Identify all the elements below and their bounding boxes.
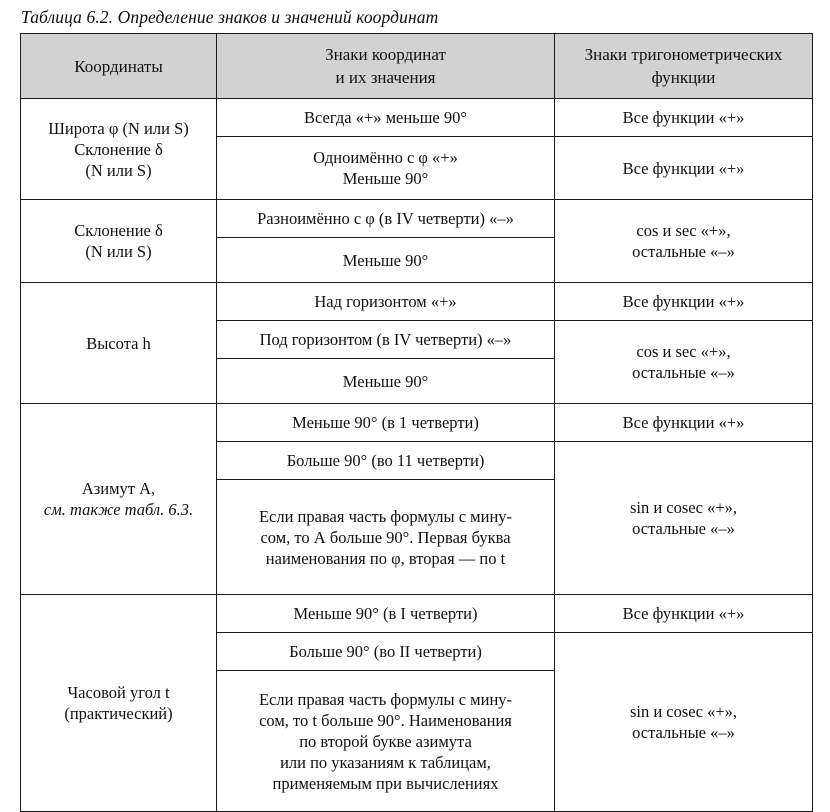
sign-line: Меньше 90° — [342, 250, 429, 270]
header-trig-signs — [555, 34, 813, 99]
func-line: Все функции «+» — [622, 604, 745, 623]
func-line: cos и sec «+», — [636, 342, 731, 361]
group-label-line: Часовой угол t — [67, 683, 170, 702]
table-caption: Таблица 6.2. Определение знаков и значений координат — [21, 7, 439, 27]
sign-line: Меньше 90° — [342, 169, 429, 188]
header-trig-signs-line2: функции — [651, 68, 716, 87]
group-label-line: Склонение δ — [74, 139, 163, 159]
func-line: Все функции «+» — [622, 108, 745, 127]
header-coordinates-line1: Координаты — [74, 56, 163, 76]
group-label-declination — [21, 200, 217, 283]
sign-cell — [217, 404, 555, 442]
sign-line: Больше 90° (во II четверти) — [289, 642, 482, 661]
table-row — [21, 404, 813, 442]
func-line: Все функции «+» — [622, 292, 745, 311]
sign-cell-paragraph — [217, 480, 555, 595]
group-label-line: Высота h — [86, 333, 151, 353]
func-cell — [555, 321, 813, 404]
func-cell — [555, 200, 813, 283]
func-cell — [555, 595, 813, 633]
group-label-line: Азимут А, — [81, 479, 156, 498]
func-line: Все функции «+» — [622, 158, 745, 178]
table-row — [21, 595, 813, 633]
group-label-line: Склонение δ — [74, 221, 163, 240]
sign-cell — [217, 595, 555, 633]
sign-cell — [217, 200, 555, 238]
sign-line: Если правая часть формулы с мину- — [258, 689, 513, 709]
func-cell — [555, 404, 813, 442]
sign-cell — [217, 283, 555, 321]
group-label-latitude-declination — [21, 99, 217, 200]
sign-cell — [217, 442, 555, 480]
group-label-line: (практический) — [64, 704, 173, 723]
func-cell — [555, 137, 813, 200]
sign-cell — [217, 359, 555, 404]
sign-cell — [217, 321, 555, 359]
sign-line: Меньше 90° — [342, 371, 429, 391]
sign-line: Больше 90° (во 11 четверти) — [286, 451, 485, 470]
header-row — [21, 34, 813, 99]
group-label-line: Широта φ (N или S) — [48, 118, 189, 138]
sign-line: сом, то А больше 90°. Первая буква — [260, 527, 511, 547]
sign-line: Если правая часть формулы с мину- — [258, 506, 513, 526]
func-line: cos и sec «+», — [636, 221, 731, 240]
group-label-line: (N или S) — [85, 242, 152, 261]
sign-cell — [217, 633, 555, 671]
func-cell — [555, 633, 813, 812]
sign-cell — [217, 137, 555, 200]
func-line: остальные «–» — [632, 242, 735, 261]
func-cell — [555, 442, 813, 595]
func-line: остальные «–» — [632, 363, 735, 382]
table-body — [21, 99, 813, 812]
table-row — [21, 283, 813, 321]
sign-line: Всегда «+» меньше 90° — [304, 108, 467, 127]
group-label-line-note: см. также табл. 6.3. — [43, 500, 194, 519]
group-label-line: (N или S) — [85, 160, 152, 180]
table-row — [21, 200, 813, 238]
group-label-azimuth — [21, 404, 217, 595]
sign-line: Над горизонтом «+» — [314, 292, 457, 311]
table-header — [21, 34, 813, 99]
header-coordinate-signs — [217, 34, 555, 99]
header-coordinate-signs-line1: Знаки координат — [325, 45, 446, 64]
func-cell — [555, 99, 813, 137]
group-label-altitude — [21, 283, 217, 404]
sign-line: Под горизонтом (в IV четверти) «–» — [259, 330, 512, 349]
func-cell — [555, 283, 813, 321]
sign-line: Меньше 90° (в 1 четверти) — [292, 413, 479, 432]
header-coordinate-signs-line2: и их значения — [335, 68, 436, 87]
sign-line: наименования по φ, вторая — по t — [265, 548, 506, 568]
sign-line: применяемым при вычислениях — [272, 773, 499, 793]
header-coordinates — [21, 34, 217, 99]
func-line: sin и cosec «+», — [629, 498, 738, 517]
sign-line: Разноимённо с φ (в IV четверти) «–» — [257, 209, 514, 228]
func-line: Все функции «+» — [622, 413, 745, 432]
func-line: остальные «–» — [632, 519, 735, 538]
sign-line: Одноимённо с φ «+» — [313, 148, 458, 167]
sign-cell — [217, 238, 555, 283]
sign-line: Меньше 90° (в I четверти) — [293, 604, 478, 623]
sign-line: по второй букве азимута — [299, 731, 472, 751]
func-line: остальные «–» — [632, 723, 735, 742]
group-label-hour-angle — [21, 595, 217, 812]
sign-line: или по указаниям к таблицам, — [280, 752, 491, 772]
signs-table — [20, 33, 813, 812]
table-row — [21, 99, 813, 137]
sign-cell-paragraph — [217, 671, 555, 812]
func-line: sin и cosec «+», — [629, 702, 738, 721]
sign-cell — [217, 99, 555, 137]
sign-line: сом, то t больше 90°. Наименования — [259, 710, 512, 730]
header-trig-signs-line1: Знаки тригонометрических — [584, 45, 783, 64]
